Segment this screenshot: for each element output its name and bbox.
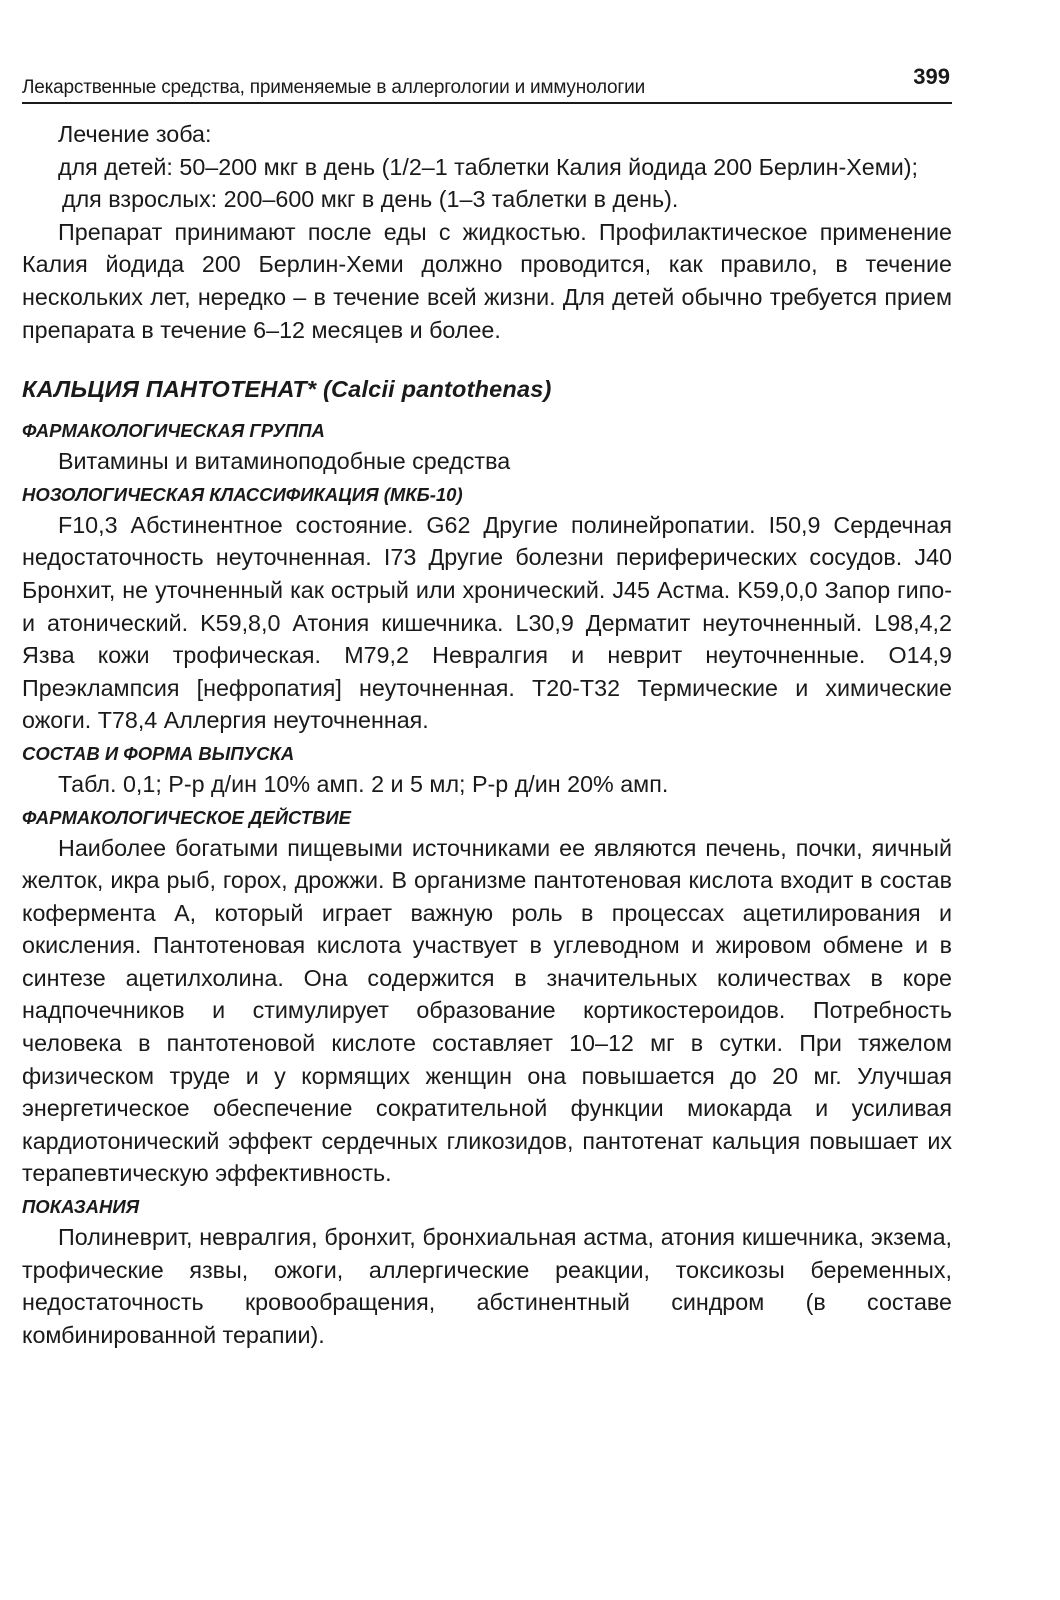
nosology-text: F10,3 Абстинентное состояние. G62 Другие полинейропатии. I50,9 Сердечная недостаточность неуточненная. I73 Другие болезни периферических сосудов. J40 Бронхит, не уточненный как острый или хронический. J45 Астма. K59,0,0 Запор гипо- и атонический. K59,8,0 Атония кишечника. L30,9 Дерматит неуточненный. L98,4,2 Язва кожи трофическая. M79,2 Невралгия и неврит неуточненные. O14,9 Преэклампсия [нефропатия] неуточненная. T20-T32 Термические и химические ожоги. T78,4 Аллергия неуточненная. [22,511,952,734]
action-heading: ФАРМАКОЛОГИЧЕСКОЕ ДЕЙСТВИЕ [22,806,352,828]
nosology-heading: НОЗОЛОГИЧЕСКАЯ КЛАССИФИКАЦИЯ (МКБ-10) [22,483,463,505]
running-title: Лекарственные средства, применяемые в аллергологии и иммунологии [22,77,645,98]
page-number: 399 [913,64,950,89]
dose-children: для детей: 50–200 мкг в день (1/2–1 таблетки Калия йодида 200 Берлин-Хеми); [58,153,919,180]
pharm-group-text: Витамины и витаминоподобные средства [58,448,511,475]
composition-text: Табл. 0,1; Р-р д/ин 10% амп. 2 и 5 мл; Р-р д/ин 20% амп. [58,770,669,797]
pharm-group-heading: ФАРМАКОЛОГИЧЕСКАЯ ГРУППА [22,420,325,442]
indications-heading: ПОКАЗАНИЯ [22,1196,140,1218]
composition-heading: СОСТАВ И ФОРМА ВЫПУСКА [22,742,295,764]
goiter-treatment-heading: Лечение зоба: [58,121,212,147]
dose-adults: для взрослых: 200–600 мкг в день (1–3 таблетки в день). [62,186,679,213]
page-body [22,118,952,1351]
usage-paragraph: Препарат принимают после еды с жидкостью. Профилактическое применение Калия йодида 200 Берлин-Хеми должно проводится, как правило, в течение нескольких лет, нередко – в течение всей жизни. Для детей обычно требуется прием препарата в течение 6–12 месяцев и более. [22,218,952,343]
indications-text: Полиневрит, невралгия, бронхит, бронхиальная астма, атония кишечника, экзема, трофические язвы, ожоги, аллергические реакции, токсикозы беременных, недостаточность кровообращения, абстинентный синдром (в составе комбинированной терапии). [22,1224,952,1348]
drug-title: КАЛЬЦИЯ ПАНТОТЕНАТ* (Calcii pantothenas) [22,376,552,403]
action-text: Наиболее богатыми пищевыми источниками ее являются печень, почки, яичный желток, икра рыб, горох, дрожжи. В организме пантотеновая кислота входит в состав кофермента А, который играет важную роль в процессах ацетилирования и окисления. Пантотеновая кислота участвует в углеводном и жировом обмене и в синтезе ацетилхолина. Она содержится в значительных количествах в коре надпочечников и стимулирует образование кортикостероидов. Потребность человека в пантотеновой кислоте составляет 10–12 мг в сутки. При тяжелом физическом труде и у кормящих женщин она повышается до 20 мг. Улучшая энергетическое обеспечение сократительной функции миокарда и усиливая кардиотонический эффект сердечных гликозидов, пантотенат кальция повышает их терапевтическую эффективность. [22,834,952,1187]
running-head [22,62,952,104]
